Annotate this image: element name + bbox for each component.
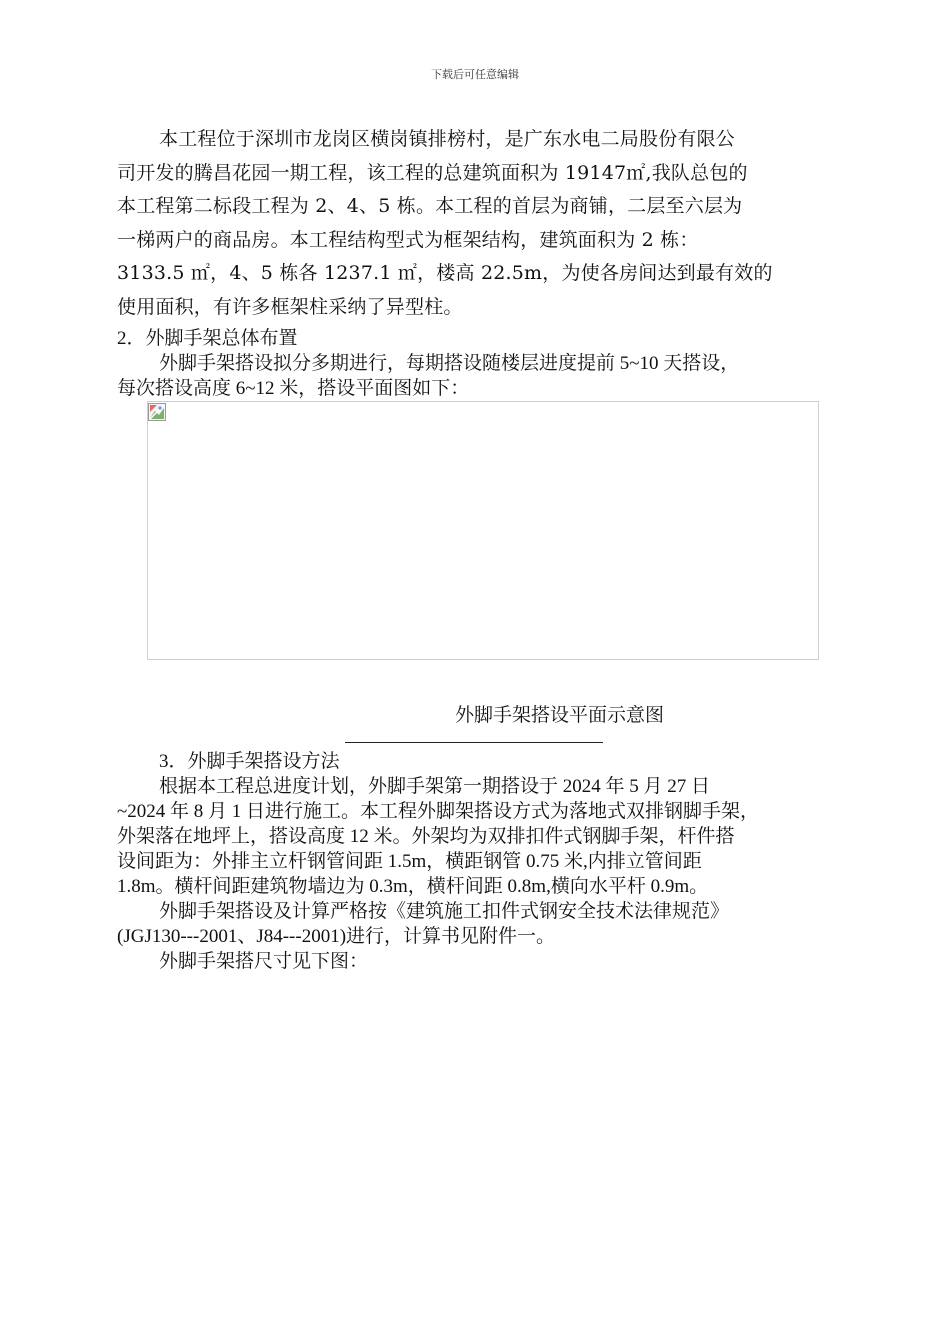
page-header: 下载后可任意编辑 xyxy=(431,68,519,81)
section-3-heading: 3．外脚手架搭设方法 xyxy=(159,751,340,772)
caption-underline xyxy=(345,742,603,743)
intro-line: 3133.5 ㎡，4、5 栋各 1237.1 ㎡，楼高 22.5m，为使各房间达到最有效的 xyxy=(117,262,773,284)
section-2 xyxy=(117,326,857,401)
figure-caption: 外脚手架搭设平面示意图 xyxy=(455,705,665,726)
intro-line: 本工程位于深圳市龙岗区横岗镇排榜村，是广东水电二局股份有限公 xyxy=(159,128,736,150)
section-2-line: 每次搭设高度 6~12 米，搭设平面图如下： xyxy=(117,378,470,399)
section-3-line: ~2024 年 8 月 1 日进行施工。本工程外脚架搭设方式为落地式双排钢脚手架， xyxy=(117,801,760,822)
section-3-line: 1.8m。横杆间距建筑物墙边为 0.3m，横杆间距 0.8m,横向水平杆 0.9m。 xyxy=(117,876,709,897)
section-3-line: 根据本工程总进度计划，外脚手架第一期搭设于 2024 年 5 月 27 日 xyxy=(159,776,711,797)
intro-paragraph xyxy=(117,123,852,324)
section-2-line: 外脚手架搭设拟分多期进行，每期搭设随楼层进度提前 5~10 天搭设， xyxy=(159,353,740,374)
intro-line: 一梯两户的商品房。本工程结构型式为框架结构，建筑面积为 2 栋： xyxy=(117,228,699,251)
section-3-line: (JGJ130---2001、J84---2001)进行，计算书见附件一。 xyxy=(117,926,556,947)
broken-image-icon xyxy=(148,403,166,421)
intro-line: 司开发的腾昌花园一期工程，该工程的总建筑面积为 19147㎡,我队总包的 xyxy=(117,161,748,184)
section-3-line: 外架落在地坪上，搭设高度 12 米。外架均为双排扣件式钢脚手架，杆件搭 xyxy=(117,826,735,847)
section-3-line: 外脚手架搭设及计算严格按《建筑施工扣件式钢安全技术法律规范》 xyxy=(159,901,730,922)
intro-line: 本工程第二标段工程为 2、4、5 栋。本工程的首层为商铺，二层至六层为 xyxy=(117,195,743,217)
scaffold-plan-image xyxy=(147,401,819,660)
intro-line: 使用面积，有许多框架柱采纳了异型柱。 xyxy=(117,295,463,318)
section-3 xyxy=(117,749,857,974)
section-3-line: 外脚手架搭尺寸见下图： xyxy=(159,951,369,972)
section-2-heading: 2．外脚手架总体布置 xyxy=(117,328,298,349)
section-3-line: 设间距为：外排主立杆钢管间距 1.5m，横距钢管 0.75 米,内排立管间距 xyxy=(117,851,702,872)
